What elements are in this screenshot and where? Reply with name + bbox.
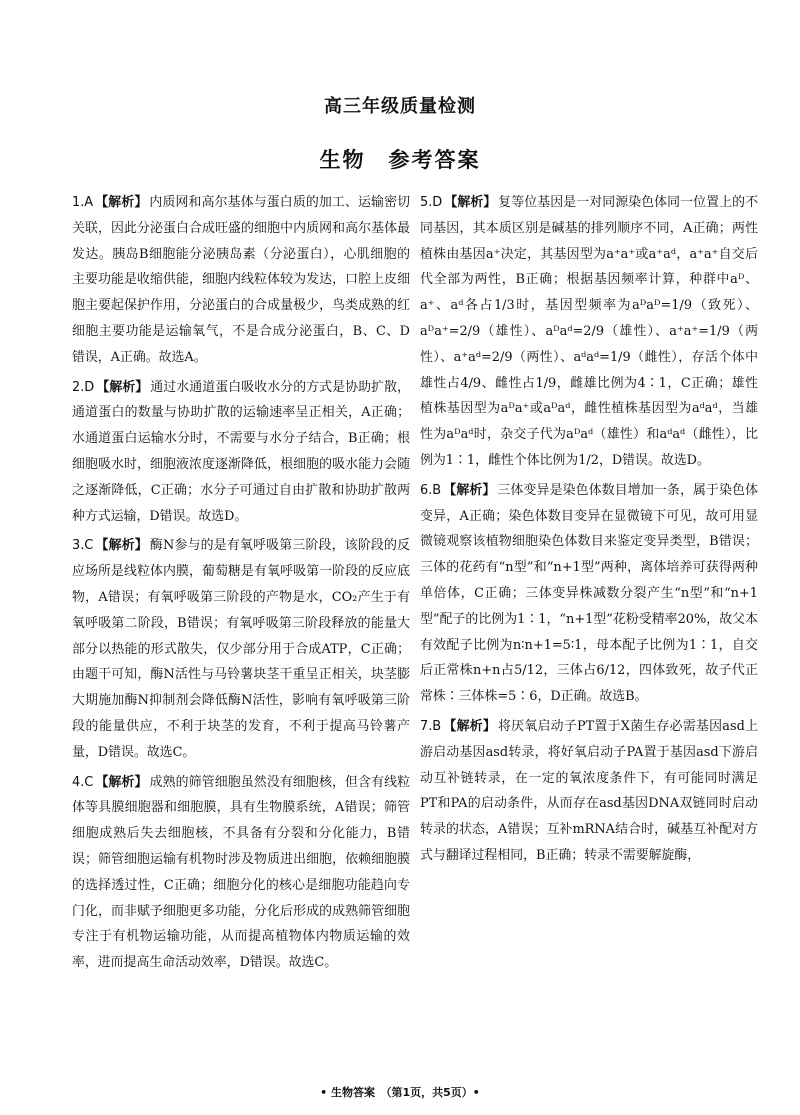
analysis-tag: 【解析】 — [443, 718, 497, 734]
analysis-tag: 【解析】 — [96, 379, 149, 395]
answer-item — [72, 533, 410, 765]
answer-text: 内质网和高尔基体与蛋白质的加工、运输密切关联，因此分泌蛋白合成旺盛的细胞中内质网和高尔基体最发达。胰岛B细胞能分泌胰岛素（分泌蛋白），心肌细胞的主要功能是收缩供能，细胞内线粒体较为发达，口腔上皮细胞主要起保护作用，分泌蛋白的合成量极少，鸟类成熟的红细胞主要功能是运输氧气，不是合成分泌蛋白，B、C、D错误，A正确。故选A。 — [72, 195, 411, 365]
answer-text: 将厌氧启动子PT置于X菌生存必需基因asd上游启动基因asd转录，将好氧启动子PA置于基因asd下游启动互补链转录，在一定的氧浓度条件下，有可能同时满足PT和PA的启动条件，从而存在asd基因DNA双链同时启动转录的状态，A错误；互补mRNA结合时，碱基互补配对方式与翻译过程相同，B正确；转录不需要解旋酶， — [420, 718, 758, 863]
answer-number: 7.B — [420, 718, 442, 734]
answer-text: 酶N参与的是有氧呼吸第三阶段，该阶段的反应场所是线粒体内膜，葡萄糖是有氧呼吸第一阶段的反应底物，A错误；有氧呼吸第三阶段的产物是水，CO₂产生于有氧呼吸第二阶段，B错误；有氧呼吸第三阶段释放的能量大部分以热能的形式散失，仅少部分用于合成ATP，C正确；由题干可知，酶N活性与马铃薯块茎干重呈正相关，块茎膨大期施加酶N抑制剂会降低酶N活性，影响有氧呼吸第三阶段的能量供应，不利于块茎的发育，不利于提高马铃薯产量，D错误。故选C。 — [72, 538, 411, 760]
answer-number: 1.A — [72, 195, 94, 210]
answer-text: 成熟的筛管细胞虽然没有细胞核，但含有线粒体等具膜细胞器和细胞膜，具有生物膜系统，A错误；筛管细胞成熟后失去细胞核，不具备有分裂和分化能力，B错误；筛管细胞运输有机物时涉及物质进出细胞，依赖细胞膜的选择透过性，C正确；细胞分化的核心是细胞功能趋向专门化，而非赋予细胞更多功能，分化后形成的成熟筛管细胞专注于有机物运输功能，从而提高植物体内物质运输的效率，进而提高生命活动效率，D错误。故选C。 — [72, 774, 411, 971]
answer-text: 三体变异是染色体数目增加一条，属于染色体变异，A正确；染色体数目变异在显微镜下可见，故可用显微镜观察该植物细胞染色体数目来鉴定变异类型，B错误；三体的花药有“n型”和“n+1型”两种，离体培养可获得两种单倍体，C正确；三体变异株减数分裂产生“n型”和“n+1型”配子的比例为1∶1，“n+1型”花粉受精率20%，故父本有效配子比例为n∶n+1=5∶1，母本配子比例为1∶1，自交后正常株n+n占5/12，三体占6/12，四体致死，故子代正常株∶三体株=5∶6，D正确。故选B。 — [420, 482, 759, 705]
analysis-tag: 【解析】 — [444, 195, 497, 210]
answer-item — [72, 190, 410, 371]
answer-text: 复等位基因是一对同源染色体同一位置上的不同基因，其本质区别是碱基的排列顺序不同，A正确；两性植株由基因a⁺决定，其基因型为a⁺a⁺或a⁺aᵈ，a⁺a⁺自交后代全部为两性，B正确；根据基因频率计算，种群中aᴰ、a⁺、aᵈ各占1/3时，基因型频率为aᴰaᴰ=1/9（致死）、aᴰa⁺=2/9（雄性）、aᴰaᵈ=2/9（雄性）、a⁺a⁺=1/9（两性）、a⁺aᵈ=2/9（两性）、aᵈaᵈ=1/9（雌性），存活个体中雄性占4/9、雌性占1/9，雌雄比例为4∶1，C正确；雄性植株基因型为aᴰa⁺或aᴰaᵈ，雌性植株基因型为aᵈaᵈ，当雄性为aᴰaᵈ时，杂交子代为aᴰaᵈ（雄性）和aᵈaᵈ（雌性），比例为1∶1，雌性个体比例为1/2，D错误。故选D。 — [420, 195, 759, 468]
answer-item — [420, 478, 758, 710]
answer-item — [420, 714, 758, 869]
analysis-tag: 【解析】 — [95, 538, 148, 554]
analysis-tag: 【解析】 — [443, 482, 496, 498]
answer-number: 6.B — [420, 482, 442, 498]
analysis-tag: 【解析】 — [95, 195, 148, 210]
answer-item — [420, 190, 758, 474]
answer-number: 3.C — [72, 538, 94, 554]
page-title: 高三年级质量检测 — [324, 96, 476, 117]
answers-right-column — [420, 190, 758, 873]
page-footer: • 生物答案 （第1页，共5页）• — [320, 1086, 480, 1099]
answer-number: 5.D — [420, 195, 443, 210]
answer-number: 2.D — [72, 379, 95, 395]
analysis-tag: 【解析】 — [95, 774, 148, 790]
answer-text: 通过水通道蛋白吸收水分的方式是协助扩散，通道蛋白的数量与协助扩散的运输速率呈正相关，A正确；水通道蛋白运输水分时，不需要与水分子结合，B正确；根细胞吸水时，细胞液浓度逐渐降低，根细胞的吸水能力会随之逐渐降低，C正确；水分子可通过自由扩散和协助扩散两种方式运输，D错误。故选D。 — [72, 379, 411, 524]
header — [0, 92, 800, 174]
answer-item — [72, 770, 410, 976]
answer-item — [72, 375, 410, 530]
answers-left-column — [72, 190, 410, 980]
page-subtitle: 生物 参考答案 — [319, 148, 481, 172]
answer-number: 4.C — [72, 774, 94, 790]
